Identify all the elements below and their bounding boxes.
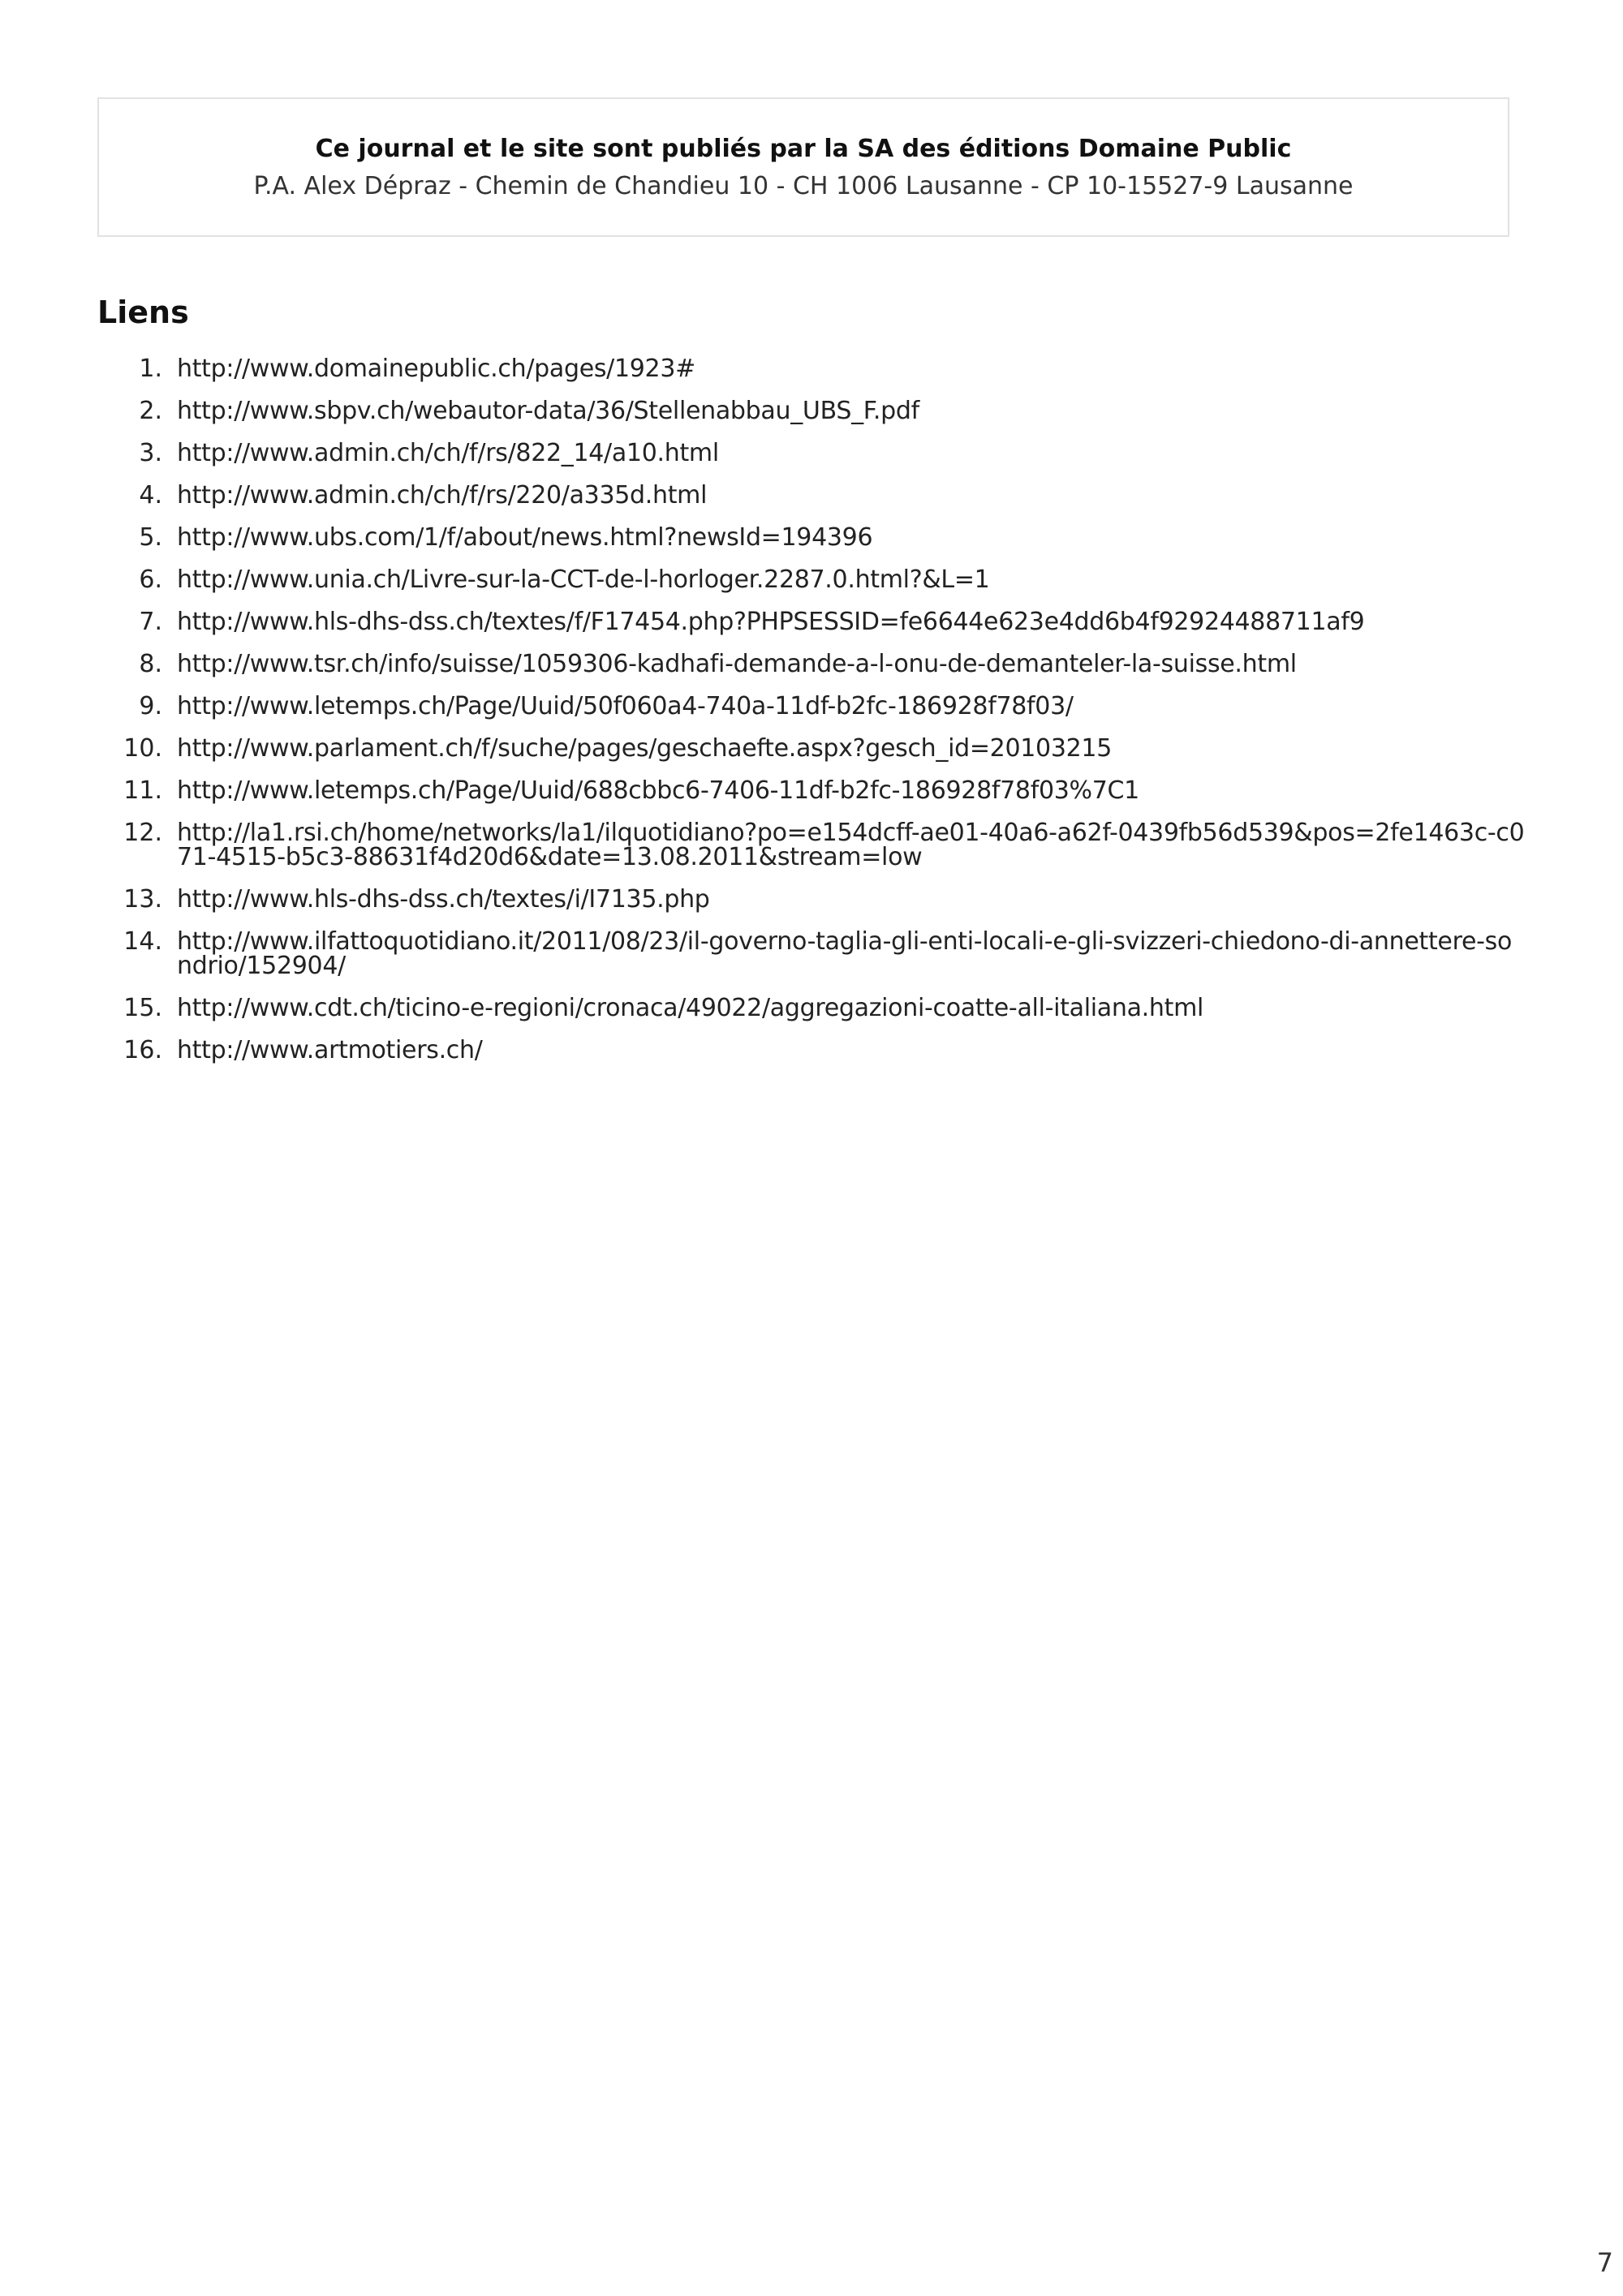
list-item <box>97 565 1526 594</box>
publisher-address: P.A. Alex Dépraz - Chemin de Chandieu 10 - CH 1006 Lausanne - CP 10-15527-9 Lausanne <box>253 172 1354 200</box>
links-heading: Liens <box>97 295 189 330</box>
list-item-number: 14. <box>123 927 162 956</box>
list-item <box>97 610 1526 634</box>
link-url[interactable]: http://www.letemps.ch/Page/Uuid/50f060a4-740a-11df-b2fc-186928f78f03/ <box>177 692 1074 720</box>
list-item <box>97 441 1526 466</box>
publisher-box <box>97 97 1509 237</box>
links-list <box>97 357 1526 1081</box>
list-item <box>97 481 1526 510</box>
list-item <box>97 927 1526 980</box>
list-item <box>97 885 1526 914</box>
list-item <box>97 776 1526 805</box>
link-url[interactable]: http://www.ubs.com/1/f/about/news.html?newsId=194396 <box>177 523 873 552</box>
link-url[interactable]: http://www.hls-dhs-dss.ch/textes/f/F17454.php?PHPSESSID=fe6644e623e4dd6b4f92924488711af9 <box>177 608 1365 636</box>
list-item-number: 13. <box>123 885 162 914</box>
list-item <box>97 821 1526 870</box>
list-item <box>97 694 1526 719</box>
list-item-number: 9. <box>139 692 162 720</box>
list-item <box>97 652 1526 677</box>
list-item-number: 5. <box>139 523 162 552</box>
link-url[interactable]: http://la1.rsi.ch/home/networks/la1/ilquotidiano?po=e154dcff-ae01-40a6-a62f-0439fb56d539&pos=2fe1463c-c071-4515-b5c3-88631f4d20d6&date=13.08.2011&stream=low <box>177 819 1525 871</box>
link-url[interactable]: http://www.ilfattoquotidiano.it/2011/08/23/il-governo-taglia-gli-enti-locali-e-gli-svizzeri-chiedono-di-annettere-sondrio/152904/ <box>177 927 1513 980</box>
page-number: 7 <box>1596 2247 1613 2278</box>
link-url[interactable]: http://www.admin.ch/ch/f/rs/220/a335d.html <box>177 481 708 510</box>
list-item-number: 1. <box>139 355 162 383</box>
list-item <box>97 996 1526 1021</box>
list-item-number: 8. <box>139 650 162 678</box>
publisher-title: Ce journal et le site sont publiés par la SA des éditions Domaine Public <box>315 135 1292 163</box>
list-item-number: 15. <box>123 994 162 1022</box>
list-item-number: 12. <box>123 819 162 847</box>
link-url[interactable]: http://www.hls-dhs-dss.ch/textes/i/I7135.php <box>177 885 710 914</box>
link-url[interactable]: http://www.letemps.ch/Page/Uuid/688cbbc6-7406-11df-b2fc-186928f78f03%7C1 <box>177 776 1139 805</box>
link-url[interactable]: http://www.artmotiers.ch/ <box>177 1036 483 1064</box>
link-url[interactable]: http://www.unia.ch/Livre-sur-la-CCT-de-l-horloger.2287.0.html?&L=1 <box>177 565 990 594</box>
list-item-number: 10. <box>123 734 162 763</box>
link-url[interactable]: http://www.parlament.ch/f/suche/pages/geschaefte.aspx?gesch_id=20103215 <box>177 734 1112 763</box>
list-item <box>97 357 1526 381</box>
list-item-number: 11. <box>123 776 162 805</box>
list-item <box>97 734 1526 763</box>
list-item-number: 7. <box>139 608 162 636</box>
list-item <box>97 523 1526 552</box>
list-item <box>97 1038 1526 1063</box>
list-item-number: 3. <box>139 439 162 467</box>
list-item-number: 16. <box>123 1036 162 1064</box>
list-item <box>97 399 1526 424</box>
link-url[interactable]: http://www.domainepublic.ch/pages/1923# <box>177 355 695 383</box>
list-item-number: 2. <box>139 397 162 425</box>
link-url[interactable]: http://www.sbpv.ch/webautor-data/36/Stellenabbau_UBS_F.pdf <box>177 397 919 425</box>
list-item-number: 4. <box>139 481 162 510</box>
link-url[interactable]: http://www.admin.ch/ch/f/rs/822_14/a10.html <box>177 439 719 467</box>
list-item-number: 6. <box>139 565 162 594</box>
link-url[interactable]: http://www.tsr.ch/info/suisse/1059306-kadhafi-demande-a-l-onu-de-demanteler-la-suisse.html <box>177 650 1297 678</box>
link-url[interactable]: http://www.cdt.ch/ticino-e-regioni/cronaca/49022/aggregazioni-coatte-all-italiana.html <box>177 994 1204 1022</box>
